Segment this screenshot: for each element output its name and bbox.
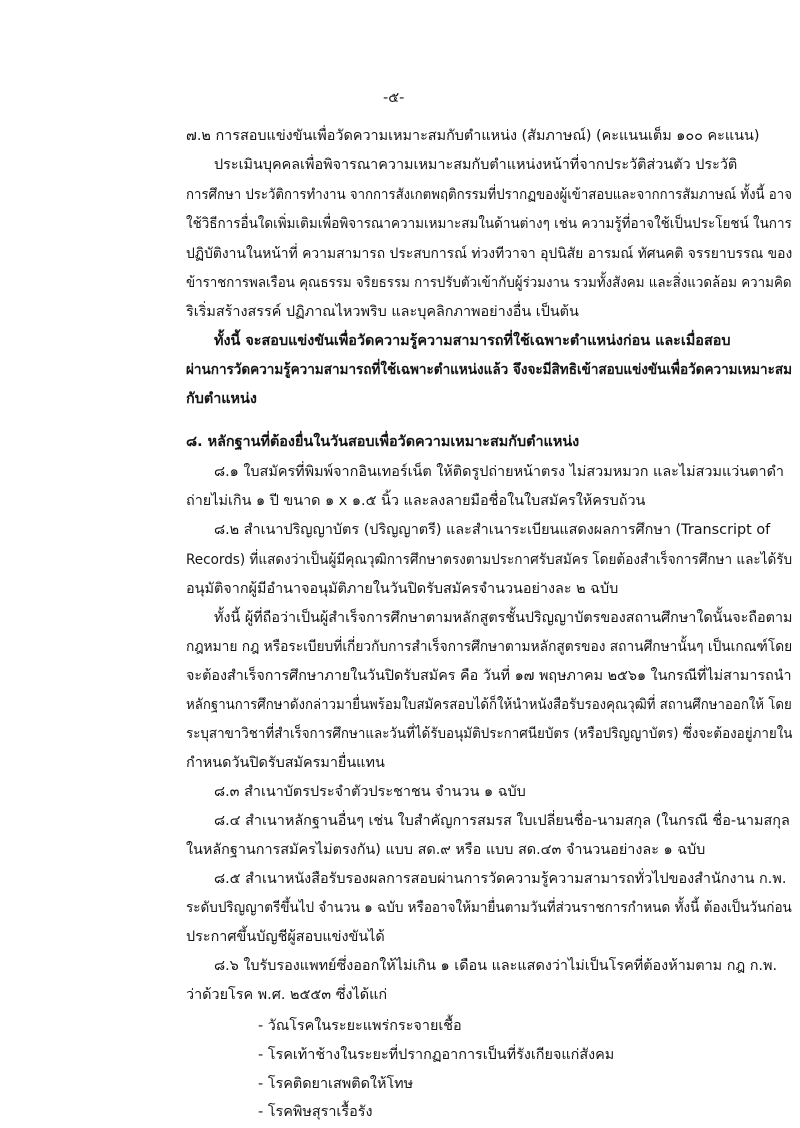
section-7-2-line-6: ริเริ่มสร้างสรรค์ ปฏิภาณไหวพริบ และบุคลิกภาพอย่างอื่น เป็นต้น (186, 304, 579, 320)
item-8-2-line-3: อนุมัติจากผู้มีอำนาจอนุมัติภายในวันปิดรับสมัครจำนวนอย่างละ ๒ ฉบับ (186, 581, 619, 597)
disease-item-1: - วัณโรคในระยะแพร่กระจายเชื้อ (258, 1018, 462, 1034)
item-8-4-line-1: ๘.๔ สำเนาหลักฐานอื่นๆ เช่น ใบสำคัญการสมรส ใบเปลี่ยนชื่อ-นามสกุล (ในกรณี ชื่อ-นามสกุล (214, 813, 790, 829)
section-7-2-line-4: ปฏิบัติงานในหน้าที่ ความสามารถ ประสบการณ์ ท่วงทีวาจา อุปนิสัย อารมณ์ ทัศนคติ จรรยาบรรณ ของ (186, 246, 793, 262)
section-8-heading: ๘. หลักฐานที่ต้องยื่นในวันสอบเพื่อวัดความเหมาะสมกับตำแหน่ง (186, 434, 580, 450)
item-8-2-note-2: กฎหมาย กฎ หรือระเบียบที่เกี่ยวกับการสำเร็จการศึกษาตามหลักสูตรของ สถานศึกษานั้นๆ เป็นเกณฑ์โดย (186, 639, 793, 655)
section-7-2-note-3: กับตำแหน่ง (186, 391, 257, 407)
disease-item-4: - โรคพิษสุราเรื้อรัง (258, 1104, 373, 1120)
disease-item-3: - โรคติดยาเสพติดให้โทษ (258, 1076, 414, 1092)
item-8-2-line-2: Records) ที่แสดงว่าเป็นผู้มีคุณวุฒิการศึกษาตรงตามประกาศรับสมัคร โดยต้องสำเร็จการศึกษา และได้รับ (186, 552, 793, 568)
item-8-5-line-3: ประกาศขึ้นบัญชีผู้สอบแข่งขันได้ (186, 929, 385, 945)
item-8-2-note-4: หลักฐานการศึกษาดังกล่าวมายื่นพร้อมใบสมัครสอบได้ก็ให้นำหนังสือรับรองคุณวุฒิที่ สถานศึกษาออกให้ โดย (186, 697, 792, 713)
item-8-1-line-1: ๘.๑ ใบสมัครที่พิมพ์จากอินเทอร์เน็ต ให้ติดรูปถ่ายหน้าตรง ไม่สวมหมวก และไม่สวมแว่นตาดำ (214, 464, 785, 480)
item-8-6-line-2: ว่าด้วยโรค พ.ศ. ๒๕๕๓ ซึ่งได้แก่ (186, 987, 388, 1003)
item-8-2-note-3: จะต้องสำเร็จการศึกษาภายในวันปิดรับสมัคร คือ วันที่ ๑๗ พฤษภาคม ๒๕๖๑ ในกรณีที่ไม่สามารถนำ (186, 668, 792, 684)
item-8-3: ๘.๓ สำเนาบัตรประจำตัวประชาชน จำนวน ๑ ฉบับ (214, 784, 526, 800)
section-7-2-line-5: ข้าราชการพลเรือน คุณธรรม จริยธรรม การปรับตัวเข้ากับผู้ร่วมงาน รวมทั้งสังคม และสิ่งแวดล้อม ความคิด (186, 275, 792, 291)
item-8-2-line-1: ๘.๒ สำเนาปริญญาบัตร (ปริญญาตรี) และสำเนาระเบียนแสดงผลการศึกษา (Transcript of (214, 522, 771, 538)
item-8-6-line-1: ๘.๖ ใบรับรองแพทย์ซึ่งออกให้ไม่เกิน ๑ เดือน และแสดงว่าไม่เป็นโรคที่ต้องห้ามตาม กฎ ก.พ. (214, 958, 778, 974)
section-7-2-line-1: ประเมินบุคคลเพื่อพิจารณาความเหมาะสมกับตำแหน่งหน้าที่จากประวัติส่วนตัว ประวัติ (214, 157, 738, 173)
page-number: -๕- (383, 90, 405, 106)
item-8-2-note-5: ระบุสาขาวิชาที่สำเร็จการศึกษาและวันที่ได้รับอนุมัติประกาศนียบัตร (หรือปริญญาบัตร) ซึ่งจะต้องอยู่ภายใน (186, 726, 793, 742)
section-7-2-line-2: การศึกษา ประวัติการทำงาน จากการสังเกตพฤติกรรมที่ปรากฏของผู้เข้าสอบและจากการสัมภาษณ์ ทั้งนี้ อาจ (186, 187, 792, 203)
section-7-2-note-2: ผ่านการวัดความรู้ความสามารถที่ใช้เฉพาะตำแหน่งแล้ว จึงจะมีสิทธิเข้าสอบแข่งขันเพื่อวัดความเหมาะสม (186, 362, 793, 378)
item-8-2-note-1: ทั้งนี้ ผู้ที่ถือว่าเป็นผู้สำเร็จการศึกษาตามหลักสูตรชั้นปริญญาบัตรของสถานศึกษาใดนั้นจะถือตาม (214, 610, 793, 626)
disease-item-2: - โรคเท้าช้างในระยะที่ปรากฏอาการเป็นที่รังเกียจแก่สังคม (258, 1047, 615, 1063)
item-8-5-line-1: ๘.๕ สำเนาหนังสือรับรองผลการสอบผ่านการวัดความรู้ความสามารถทั่วไปของสำนักงาน ก.พ. (214, 871, 787, 887)
item-8-2-note-6: กำหนดวันปิดรับสมัครมายื่นแทน (186, 755, 385, 771)
section-7-2-heading: ๗.๒ การสอบแข่งขันเพื่อวัดความเหมาะสมกับตำแหน่ง (สัมภาษณ์) (คะแนนเต็ม ๑๐๐ คะแนน) (186, 128, 760, 144)
item-8-5-line-2: ระดับปริญญาตรีขึ้นไป จำนวน ๑ ฉบับ หรืออาจให้มายื่นตามวันที่ส่วนราชการกำหนด ทั้งนี้ ต้องเป็นวันก่อน (186, 900, 792, 916)
item-8-1-line-2: ถ่ายไม่เกิน ๑ ปี ขนาด ๑ x ๑.๕ นิ้ว และลงลายมือชื่อในใบสมัครให้ครบถ้วน (186, 493, 646, 509)
section-7-2-note-1: ทั้งนี้ จะสอบแข่งขันเพื่อวัดความรู้ความสามารถที่ใช้เฉพาะตำแหน่งก่อน และเมื่อสอบ (214, 333, 731, 349)
item-8-4-line-2: ในหลักฐานการสมัครไม่ตรงกัน) แบบ สด.๙ หรือ แบบ สด.๔๓ จำนวนอย่างละ ๑ ฉบับ (186, 842, 706, 858)
section-7-2-line-3: ใช้วิธีการอื่นใดเพิ่มเติมเพื่อพิจารณาความเหมาะสมในด้านต่างๆ เช่น ความรู้ที่อาจใช้เป็นประโยชน์ ในการ (186, 216, 792, 232)
